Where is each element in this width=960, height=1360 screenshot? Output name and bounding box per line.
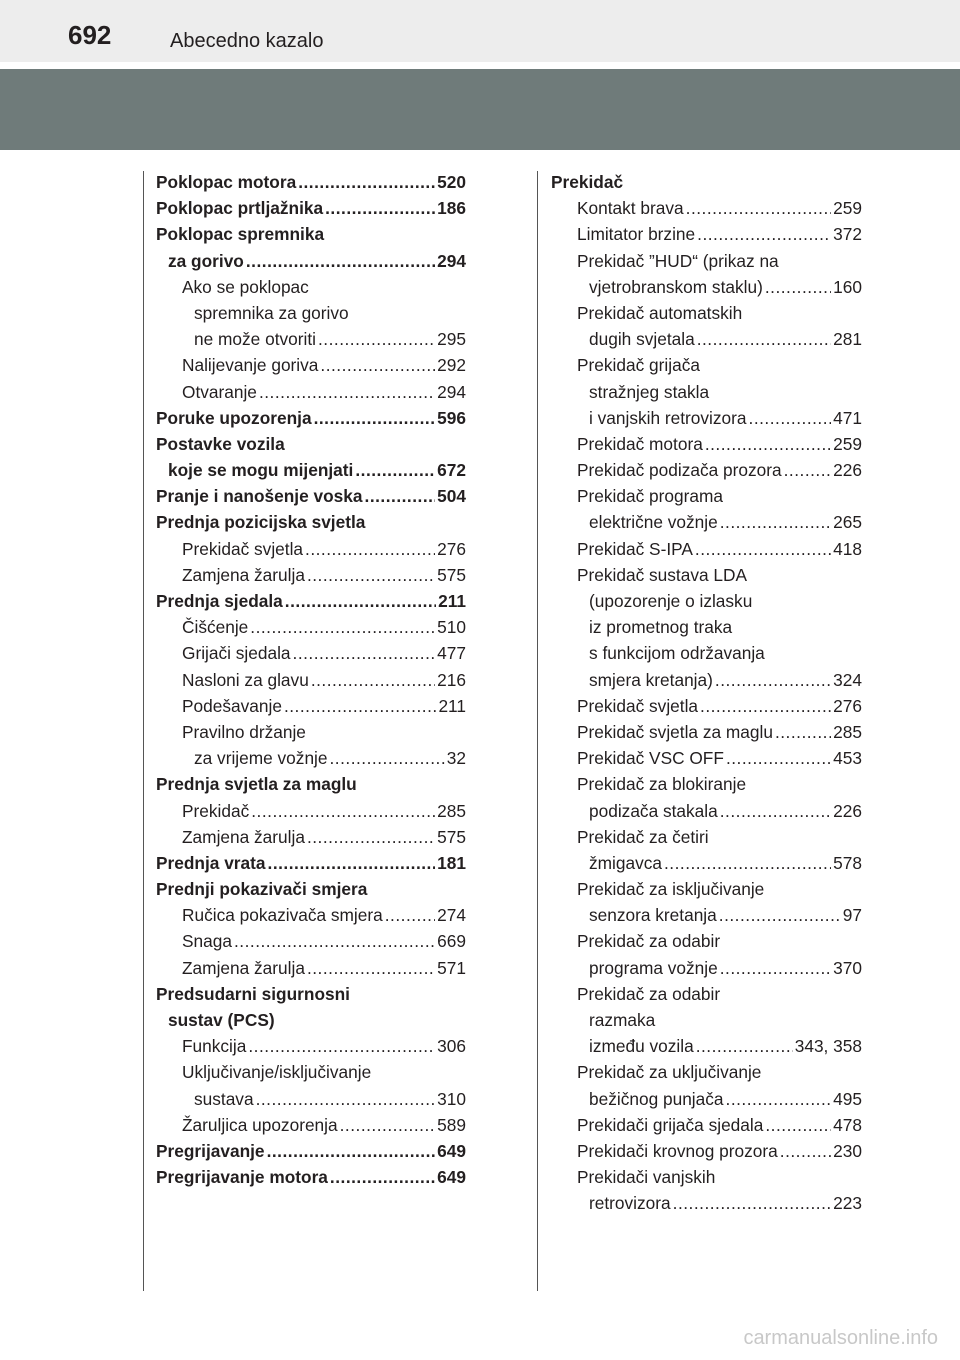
page-reference: 495: [833, 1088, 862, 1109]
index-entry: [551, 1086, 862, 1112]
dot-leader: [686, 195, 832, 221]
index-term: Prednja vrata: [156, 852, 266, 873]
page-reference: 295: [437, 329, 466, 350]
index-term: Prekidač za odabir: [577, 983, 721, 1004]
index-term: Prekidač podizača prozora: [577, 460, 782, 481]
index-entry: [551, 928, 862, 954]
page-reference: 285: [437, 800, 466, 821]
page-reference: 596: [437, 407, 466, 428]
dot-leader: [340, 1112, 436, 1138]
dot-leader: [307, 562, 435, 588]
dot-leader: [320, 352, 435, 378]
index-column-left: [156, 169, 466, 1190]
page-reference: 477: [437, 643, 466, 664]
index-entry: [551, 1164, 862, 1190]
index-entry: [551, 536, 862, 562]
page-reference: 276: [437, 538, 466, 559]
page-reference: 418: [833, 538, 862, 559]
dot-leader: [246, 248, 435, 274]
dot-leader: [697, 326, 831, 352]
index-entry: [551, 274, 862, 300]
index-term: Funkcija: [182, 1036, 247, 1057]
page-reference: 294: [437, 381, 466, 402]
index-term: žmigavca: [589, 852, 662, 873]
page-reference: 259: [833, 433, 862, 454]
page-reference: 226: [833, 800, 862, 821]
page-reference: 186: [437, 198, 466, 219]
index-term: Pregrijavanje: [156, 1140, 265, 1161]
dot-leader: [256, 1086, 436, 1112]
index-term: Poklopac spremnika: [156, 224, 325, 245]
dot-leader: [720, 798, 831, 824]
index-term: Poklopac prtljažnika: [156, 198, 324, 219]
index-entry: [551, 1190, 862, 1216]
index-term: Poklopac motora: [156, 172, 297, 192]
index-term: Poruke upozorenja: [156, 407, 312, 428]
index-term: Prekidač za isključivanje: [577, 879, 765, 900]
index-term: za gorivo: [168, 250, 244, 271]
index-entry: [551, 1138, 862, 1164]
header-band: [0, 69, 960, 150]
page-reference: 223: [833, 1193, 862, 1214]
dot-leader: [330, 1164, 435, 1190]
index-entry: [551, 745, 862, 771]
index-entry: [551, 352, 862, 378]
index-term: sustava: [194, 1088, 254, 1109]
index-term: Pravilno držanje: [182, 721, 306, 742]
index-entry: [551, 1033, 862, 1059]
index-term: Nasloni za glavu: [182, 669, 309, 690]
dot-leader: [311, 667, 435, 693]
page-header: [0, 0, 960, 62]
page-reference: 504: [437, 486, 466, 507]
dot-leader: [268, 850, 436, 876]
page-reference: 294: [437, 250, 466, 271]
index-entry: [156, 379, 466, 405]
index-term: Prednji pokazivači smjera: [156, 879, 368, 900]
index-term: Prekidač ”HUD“ (prikaz na: [577, 250, 779, 271]
index-term: Prekidač svjetla: [577, 695, 699, 716]
index-term: Prekidači grijača sjedala: [577, 1114, 764, 1135]
page-reference: 230: [833, 1140, 862, 1161]
index-entry: [551, 509, 862, 535]
page-reference: 265: [833, 512, 862, 533]
index-term: Prekidač za četiri: [577, 826, 709, 847]
index-entry: [156, 745, 466, 771]
index-entry: [551, 771, 862, 797]
index-entry: [551, 562, 862, 588]
index-term: za vrijeme vožnje: [194, 748, 328, 769]
page-reference: 571: [437, 957, 466, 978]
page-reference: 669: [437, 931, 466, 952]
index-term: (upozorenje o izlasku: [589, 591, 753, 611]
dot-leader: [330, 745, 445, 771]
index-term: stražnjeg stakla: [589, 381, 710, 402]
watermark: carmanualsonline.info: [743, 1327, 938, 1349]
index-entry: [551, 876, 862, 902]
dot-leader: [765, 1112, 831, 1138]
page-reference: 259: [833, 198, 862, 219]
page-reference: 181: [437, 852, 466, 873]
page-reference: 520: [437, 172, 466, 192]
index-entry: [551, 483, 862, 509]
dot-leader: [720, 955, 831, 981]
index-term: Prekidači krovnog prozora: [577, 1140, 778, 1161]
dot-leader: [285, 588, 436, 614]
index-term: senzora kretanja: [589, 905, 717, 926]
dot-leader: [307, 955, 435, 981]
dot-leader: [664, 850, 831, 876]
index-entry: [551, 1007, 862, 1033]
dot-leader: [293, 640, 436, 666]
dot-leader: [284, 693, 437, 719]
index-term: Prednja svjetla za maglu: [156, 774, 357, 795]
index-entry: [551, 300, 862, 326]
index-entry: [551, 1059, 862, 1085]
dot-leader: [784, 457, 832, 483]
dot-leader: [385, 902, 435, 928]
dot-leader: [325, 195, 435, 221]
index-term: Zamjena žarulja: [182, 957, 305, 978]
page-reference: 343, 358: [794, 1036, 862, 1057]
dot-leader: [726, 1086, 832, 1112]
index-entry: [156, 352, 466, 378]
index-term: Pregrijavanje motora: [156, 1167, 328, 1188]
index-term: vjetrobranskom staklu): [589, 276, 763, 297]
index-entry: [156, 509, 466, 535]
left-column-rule: [143, 171, 144, 1291]
index-term: smjera kretanja): [589, 669, 713, 690]
index-entry: [156, 640, 466, 666]
index-term: Žaruljica upozorenja: [182, 1114, 338, 1135]
page-reference: 575: [437, 826, 466, 847]
index-term: Prekidač S-IPA: [577, 538, 693, 559]
index-term: Zamjena žarulja: [182, 826, 305, 847]
index-term: Grijači sjedala: [182, 643, 291, 664]
index-entry: [156, 431, 466, 457]
index-term: iz prometnog traka: [589, 617, 733, 638]
dot-leader: [765, 274, 831, 300]
index-entry: [156, 274, 466, 300]
index-entry: [156, 483, 466, 509]
dot-leader: [780, 1138, 831, 1164]
dot-leader: [355, 457, 435, 483]
index-entry: [551, 981, 862, 1007]
index-entry: [156, 955, 466, 981]
index-entry: [551, 195, 862, 221]
page-reference: 372: [833, 224, 862, 245]
page-reference: 281: [833, 329, 862, 350]
page-reference: 306: [437, 1036, 466, 1057]
page-reference: 226: [833, 460, 862, 481]
page-reference: 578: [833, 852, 862, 873]
page-reference: 478: [833, 1114, 862, 1135]
dot-leader: [318, 326, 435, 352]
index-term: Prekidač VSC OFF: [577, 748, 724, 769]
index-term: dugih svjetala: [589, 329, 695, 350]
page-reference: 649: [437, 1167, 466, 1188]
index-entry: [156, 457, 466, 483]
dot-leader: [298, 169, 435, 195]
index-entry: [551, 405, 862, 431]
index-term: Pranje i nanošenje voska: [156, 486, 363, 507]
page-reference: 510: [437, 617, 466, 638]
dot-leader: [697, 221, 831, 247]
index-term: Čišćenje: [182, 617, 249, 638]
index-entry: [156, 614, 466, 640]
index-entry: [156, 798, 466, 824]
index-entry: [551, 588, 862, 614]
index-entry: [551, 326, 862, 352]
index-term: Kontakt brava: [577, 198, 684, 219]
index-entry: [551, 719, 862, 745]
index-entry: [156, 667, 466, 693]
dot-leader: [259, 379, 435, 405]
index-entry: [156, 1086, 466, 1112]
dot-leader: [696, 1033, 793, 1059]
index-term: Prekidač grijača: [577, 355, 700, 376]
dot-leader: [251, 798, 435, 824]
index-entry: [156, 1164, 466, 1190]
page-reference: 672: [437, 460, 466, 481]
section-title: Abecedno kazalo: [170, 30, 324, 52]
index-term: Ako se poklopac: [182, 276, 309, 297]
index-term: Predsudarni sigurnosni: [156, 983, 350, 1004]
index-entry: [156, 1007, 466, 1033]
index-term: Prekidač sustava LDA: [577, 564, 748, 585]
right-column-rule: [537, 171, 538, 1291]
page-reference: 649: [437, 1140, 466, 1161]
index-entry: [156, 221, 466, 247]
page-reference: 589: [437, 1114, 466, 1135]
index-entry: [156, 850, 466, 876]
index-term: Prekidač svjetla: [182, 538, 304, 559]
index-entry: [551, 850, 862, 876]
index-entry: [551, 693, 862, 719]
index-entry: [156, 902, 466, 928]
index-entry: [156, 693, 466, 719]
dot-leader: [700, 693, 831, 719]
index-entry: [156, 326, 466, 352]
index-term: retrovizora: [589, 1193, 671, 1214]
index-entry: [551, 640, 862, 666]
index-entry: [156, 928, 466, 954]
dot-leader: [695, 536, 831, 562]
index-entry: [156, 588, 466, 614]
index-entry: [551, 1112, 862, 1138]
index-term: Prekidač za odabir: [577, 931, 721, 952]
index-entry: [156, 1059, 466, 1085]
index-entry: [156, 536, 466, 562]
index-entry: [551, 431, 862, 457]
dot-leader: [719, 902, 841, 928]
index-entry: [156, 1138, 466, 1164]
index-term: Prekidač automatskih: [577, 302, 743, 323]
index-term: Prekidač programa: [577, 486, 723, 507]
page-reference: 575: [437, 564, 466, 585]
index-term: električne vožnje: [589, 512, 718, 533]
page-reference: 471: [833, 407, 862, 428]
page-reference: 292: [437, 355, 466, 376]
dot-leader: [248, 1033, 435, 1059]
index-term: spremnika za gorivo: [194, 302, 349, 323]
index-entry: [156, 1033, 466, 1059]
index-entry: [156, 1112, 466, 1138]
index-term: Otvaranje: [182, 381, 257, 402]
dot-leader: [250, 614, 435, 640]
page-reference: 216: [437, 669, 466, 690]
page-reference: 97: [842, 905, 862, 926]
index-entry: [156, 719, 466, 745]
index-term: između vozila: [589, 1036, 694, 1057]
index-term: Uključivanje/isključivanje: [182, 1062, 372, 1083]
index-term: Prekidač: [182, 800, 250, 821]
index-entry: [551, 824, 862, 850]
index-term: Prekidači vanjskih: [577, 1167, 716, 1188]
index-term: sustav (PCS): [168, 1010, 275, 1030]
index-term: razmaka: [589, 1010, 656, 1030]
dot-leader: [705, 431, 831, 457]
index-entry: [156, 300, 466, 326]
index-term: Prednja pozicijska svjetla: [156, 512, 366, 533]
index-term: i vanjskih retrovizora: [589, 407, 747, 428]
dot-leader: [314, 405, 436, 431]
page-reference: 274: [437, 905, 466, 926]
page-reference: 276: [833, 695, 862, 716]
index-term: Zamjena žarulja: [182, 564, 305, 585]
page-reference: 453: [833, 748, 862, 769]
index-term: Snaga: [182, 931, 232, 952]
dot-leader: [749, 405, 832, 431]
index-entry: [156, 248, 466, 274]
page-reference: 370: [833, 957, 862, 978]
index-term: Prednja sjedala: [156, 591, 283, 611]
dot-leader: [720, 509, 831, 535]
index-entry: [156, 876, 466, 902]
page-reference: 32: [446, 748, 466, 769]
page-number: 692: [68, 20, 112, 50]
dot-leader: [726, 745, 831, 771]
index-term: programa vožnje: [589, 957, 718, 978]
index-entry: [156, 195, 466, 221]
dot-leader: [673, 1190, 832, 1216]
index-entry: [551, 457, 862, 483]
index-term: Podešavanje: [182, 695, 282, 716]
index-entry: [551, 248, 862, 274]
page-reference: 211: [438, 591, 466, 611]
index-entry: [156, 771, 466, 797]
dot-leader: [307, 824, 435, 850]
dot-leader: [267, 1138, 436, 1164]
dot-leader: [234, 928, 435, 954]
dot-leader: [365, 483, 436, 509]
index-entry: [551, 614, 862, 640]
index-term: koje se mogu mijenjati: [168, 460, 354, 481]
index-term: ne može otvoriti: [194, 329, 316, 350]
index-entry: [551, 902, 862, 928]
index-term: Prekidač svjetla za maglu: [577, 721, 773, 742]
page-reference: 211: [438, 695, 466, 716]
page-reference: 324: [833, 669, 862, 690]
page-reference: 160: [833, 276, 862, 297]
dot-leader: [305, 536, 435, 562]
index-term: Prekidač za blokiranje: [577, 774, 747, 795]
index-term: Prekidač: [551, 172, 624, 192]
index-term: s funkcijom održavanja: [589, 643, 765, 664]
index-entry: [156, 169, 466, 195]
index-term: Prekidač za uključivanje: [577, 1062, 762, 1083]
dot-leader: [715, 667, 831, 693]
index-entry: [551, 798, 862, 824]
index-entry: [551, 667, 862, 693]
index-term: Nalijevanje goriva: [182, 355, 319, 376]
index-term: Limitator brzine: [577, 224, 696, 245]
index-entry: [551, 221, 862, 247]
index-column-right: [551, 169, 862, 1217]
index-entry: [156, 405, 466, 431]
index-entry: [156, 562, 466, 588]
page-reference: 310: [437, 1088, 466, 1109]
index-term: Prekidač motora: [577, 433, 703, 454]
index-term: podizača stakala: [589, 800, 718, 821]
index-entry: [551, 169, 862, 195]
page-reference: 285: [833, 721, 862, 742]
index-entry: [551, 955, 862, 981]
index-entry: [156, 824, 466, 850]
index-entry: [156, 981, 466, 1007]
index-entry: [551, 379, 862, 405]
index-term: bežičnog punjača: [589, 1088, 724, 1109]
dot-leader: [775, 719, 831, 745]
index-term: Ručica pokazivača smjera: [182, 905, 383, 926]
index-term: Postavke vozila: [156, 433, 285, 454]
